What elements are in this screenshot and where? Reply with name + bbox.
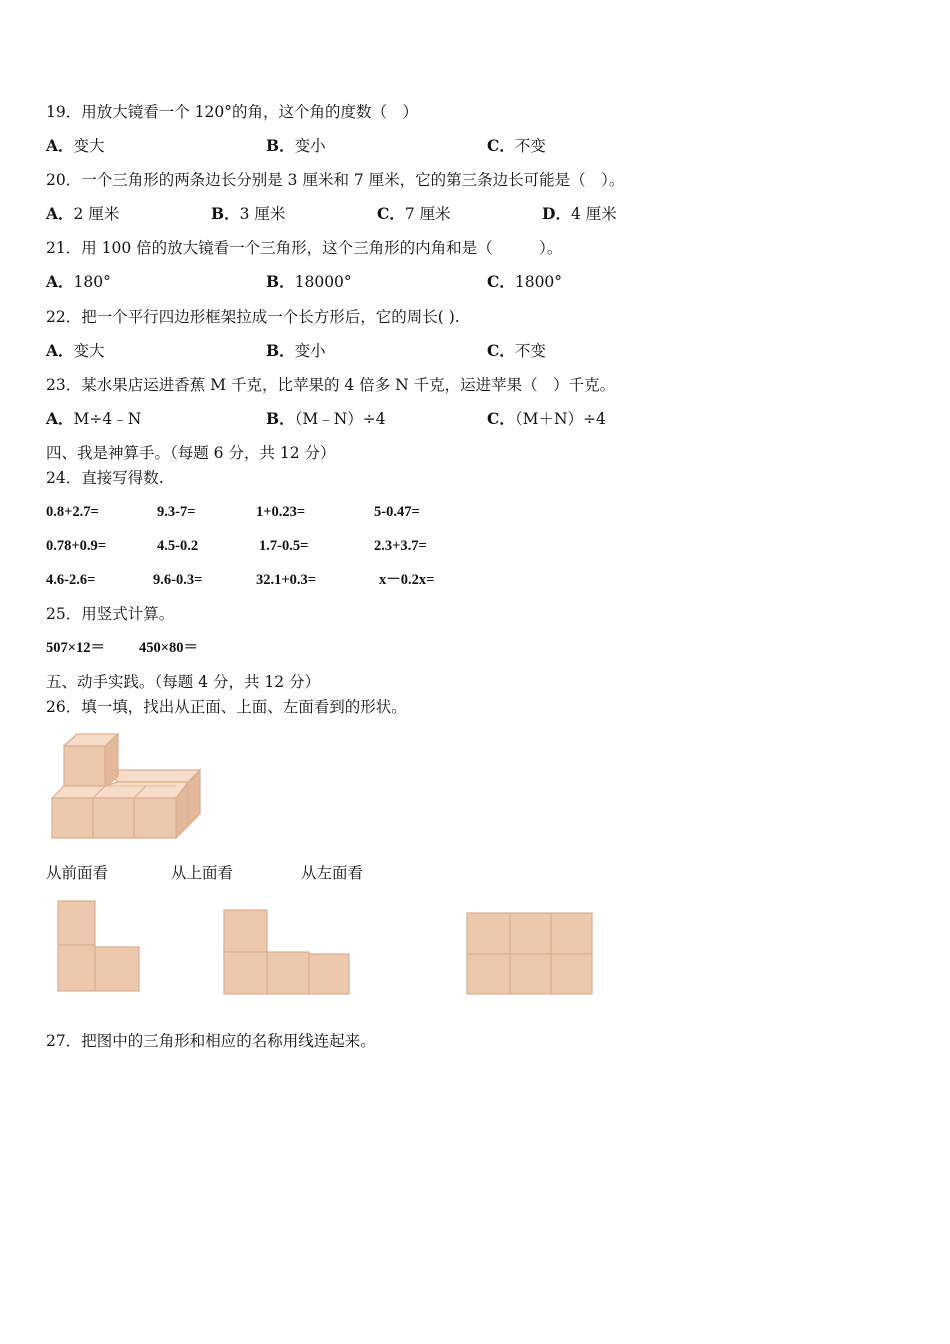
question-24-stem: 24．直接写得数.: [46, 469, 164, 487]
question-21-option-b[interactable]: B．18000°: [266, 272, 352, 291]
question-20-option-d[interactable]: D．4 厘米: [542, 204, 617, 223]
question-19-option-a[interactable]: A．变大: [46, 136, 105, 155]
question-22-option-b[interactable]: B．变小: [266, 341, 326, 360]
calc-item: 0.78+0.9=: [46, 538, 107, 554]
top-view-shape: [222, 908, 352, 998]
question-21-option-c[interactable]: C．1800°: [487, 272, 563, 291]
front-view-shape: [56, 899, 142, 995]
vertical-calc-item: 507×12＝: [46, 640, 106, 656]
cube-stack-figure: [48, 730, 208, 842]
calc-item: 32.1+0.3=: [256, 572, 317, 588]
calc-item: x－0.2x=: [379, 572, 435, 588]
question-19-option-b[interactable]: B．变小: [266, 136, 326, 155]
question-19-stem: 19．用放大镜看一个 120°的角，这个角的度数（ ）: [46, 103, 418, 121]
view-label-left: 从左面看: [301, 864, 364, 882]
calc-item: 0.8+2.7=: [46, 504, 99, 520]
question-20-stem: 20．一个三角形的两条边长分别是 3 厘米和 7 厘米，它的第三条边长可能是（ ）。: [46, 171, 625, 189]
question-19-option-c[interactable]: C．不变: [487, 136, 546, 155]
view-label-top: 从上面看: [171, 864, 234, 882]
question-22-option-a[interactable]: A．变大: [46, 341, 105, 360]
question-23-option-a[interactable]: A．M÷4﹣N: [46, 409, 142, 428]
view-label-front: 从前面看: [46, 864, 109, 882]
calc-item: 1.7-0.5=: [259, 538, 309, 554]
question-21-stem: 21．用 100 倍的放大镜看一个三角形，这个三角形的内角和是（ ）。: [46, 239, 563, 257]
question-23-stem: 23．某水果店运进香蕉 M 千克，比苹果的 4 倍多 N 千克，运进苹果（ ）千克。: [46, 376, 616, 394]
calc-item: 4.6-2.6=: [46, 572, 96, 588]
calc-item: 9.3-7=: [157, 504, 196, 520]
question-27-stem: 27．把图中的三角形和相应的名称用线连起来。: [46, 1032, 376, 1050]
question-22-option-c[interactable]: C．不变: [487, 341, 546, 360]
calc-item: 9.6-0.3=: [153, 572, 203, 588]
question-20-option-c[interactable]: C．7 厘米: [377, 204, 451, 223]
question-23-option-b[interactable]: B．（M﹣N）÷4: [266, 409, 386, 428]
section-5-heading: 五、动手实践。（每题 4 分，共 12 分）: [46, 673, 321, 691]
question-23-option-c[interactable]: C．（M＋N）÷4: [487, 409, 606, 428]
calc-item: 1+0.23=: [256, 504, 306, 520]
calc-item: 5-0.47=: [374, 504, 420, 520]
calc-item: 2.3+3.7=: [374, 538, 427, 554]
question-25-stem: 25．用竖式计算。: [46, 605, 175, 623]
question-21-option-a[interactable]: A．180°: [46, 272, 111, 291]
calc-item: 4.5-0.2: [157, 538, 199, 554]
question-20-option-b[interactable]: B．3 厘米: [211, 204, 286, 223]
question-22-stem: 22．把一个平行四边形框架拉成一个长方形后，它的周长( ).: [46, 308, 460, 326]
question-26-stem: 26．填一填，找出从正面、上面、左面看到的形状。: [46, 698, 407, 716]
section-4-heading: 四、我是神算手。（每题 6 分，共 12 分）: [46, 444, 336, 462]
vertical-calc-item: 450×80＝: [139, 640, 199, 656]
question-20-option-a[interactable]: A．2 厘米: [46, 204, 120, 223]
left-view-shape: [465, 911, 595, 997]
